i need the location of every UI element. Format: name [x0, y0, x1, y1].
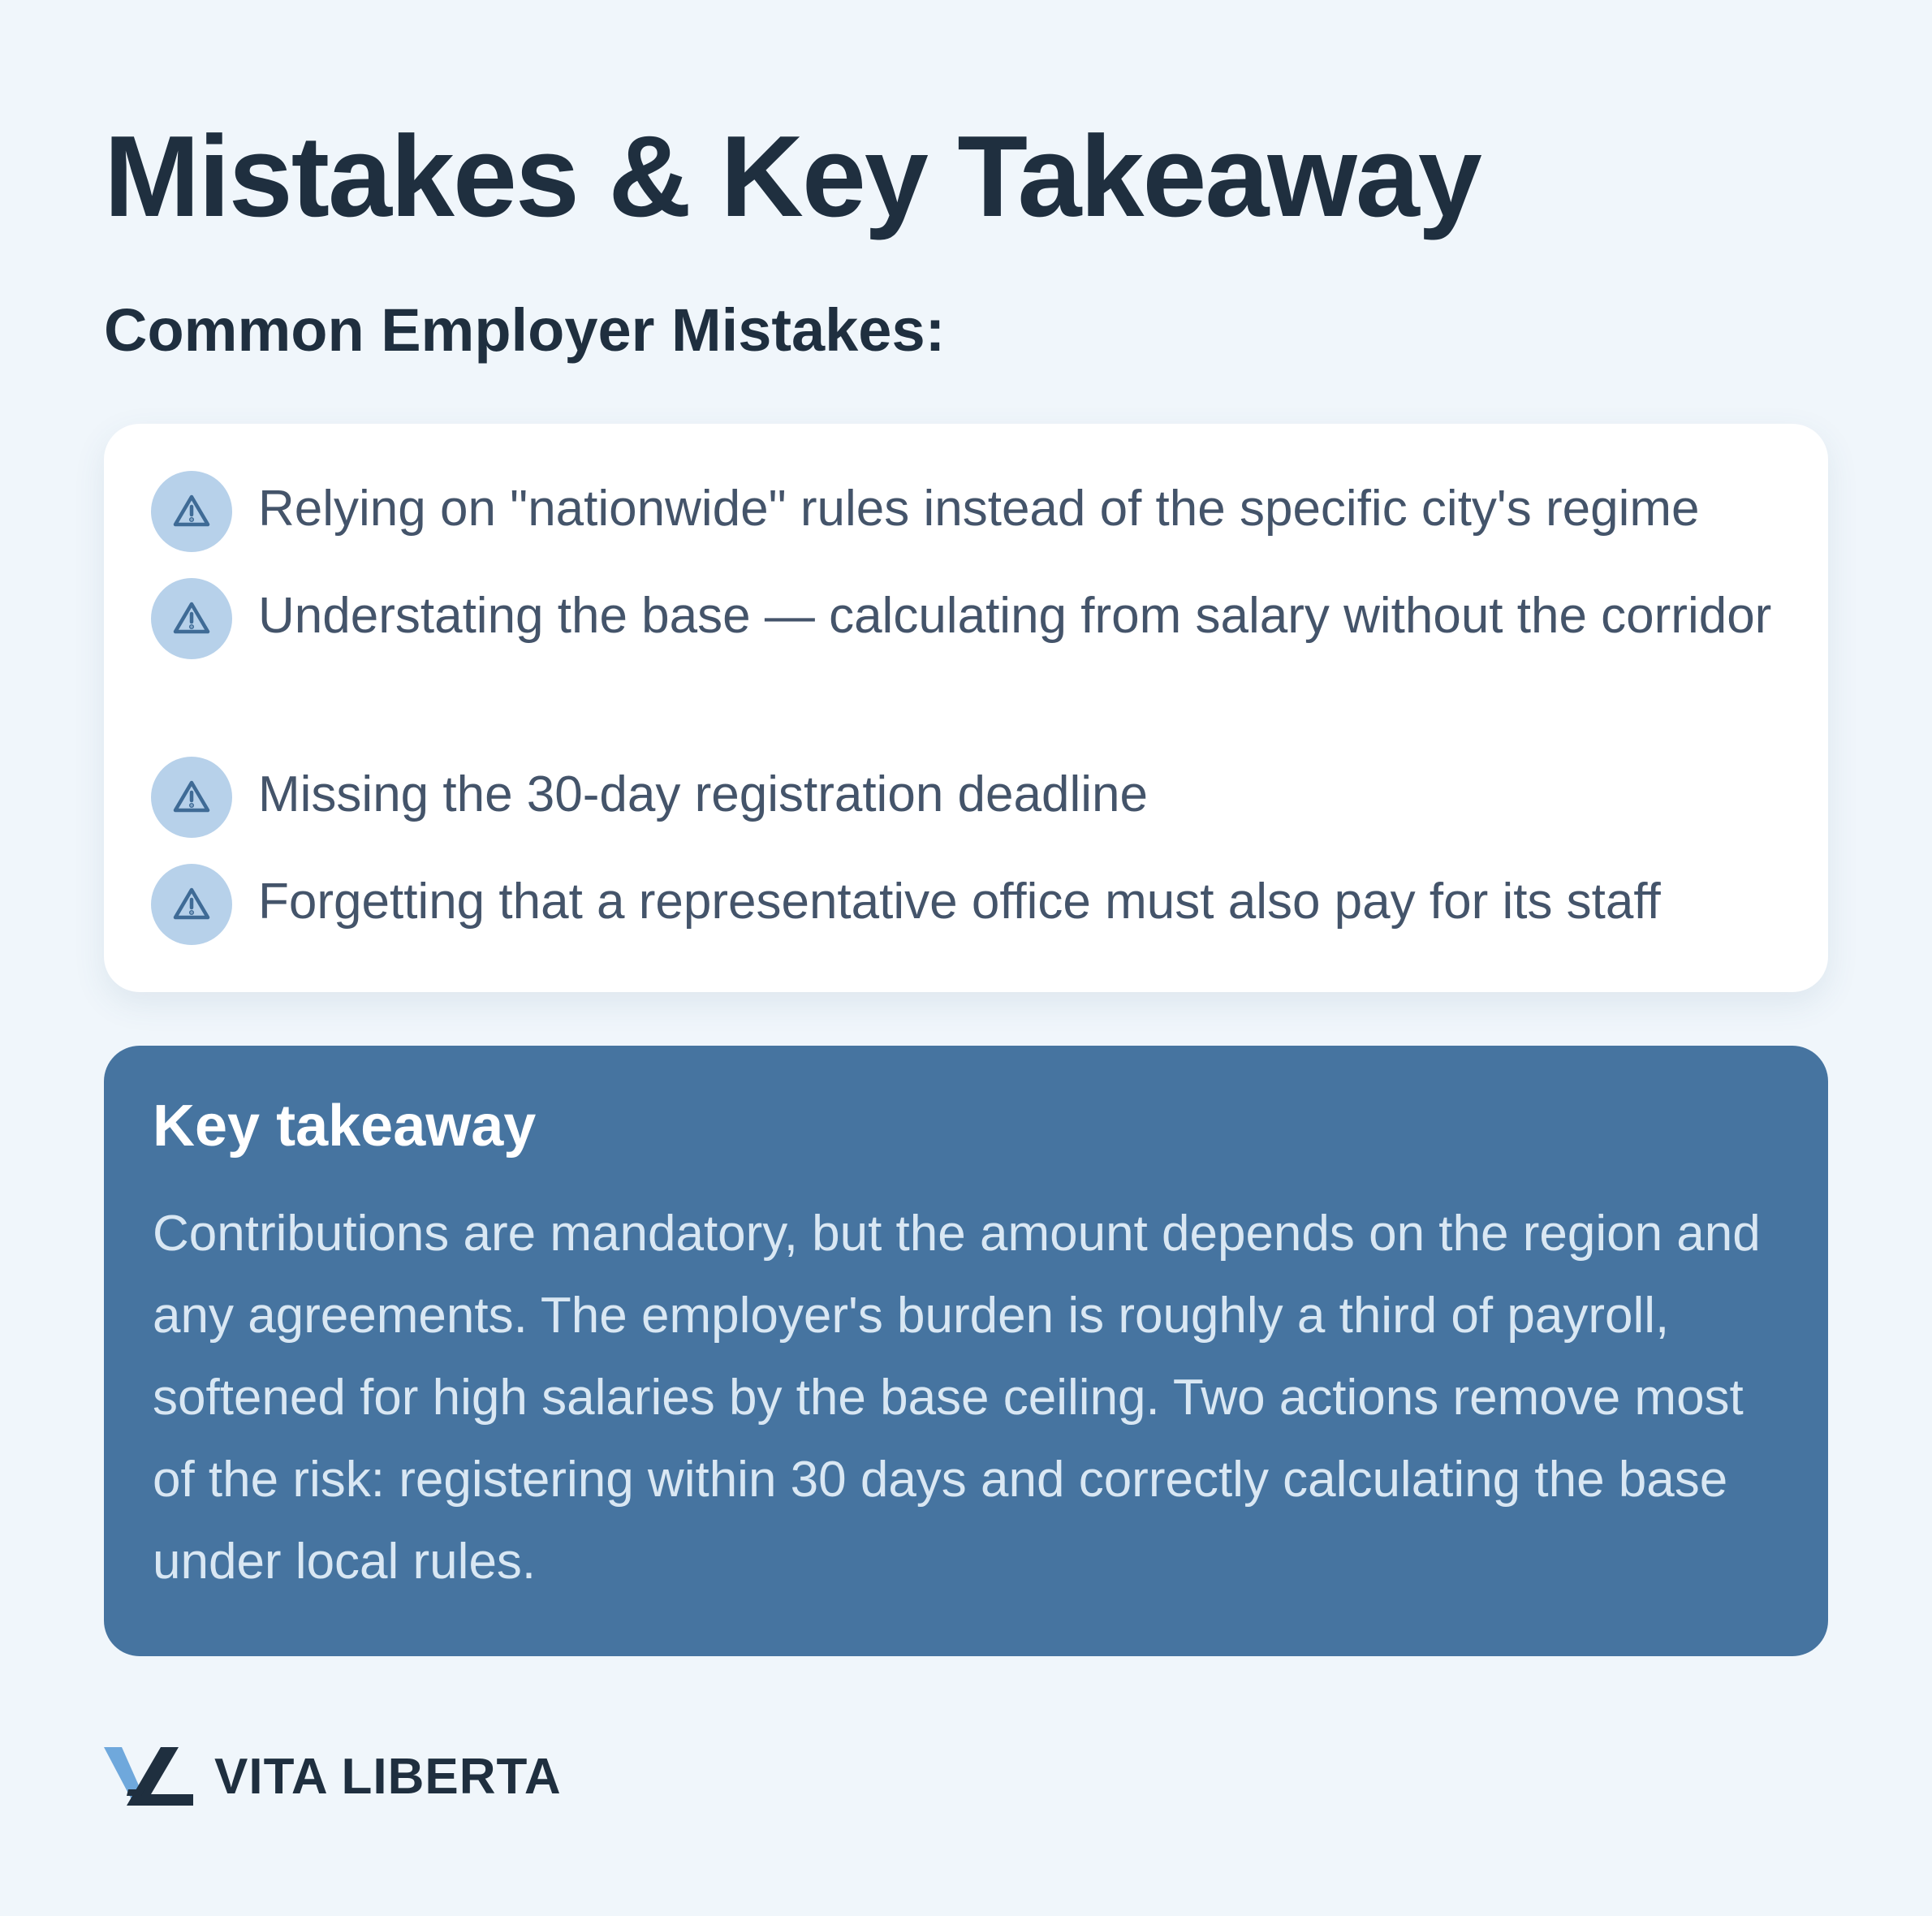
warning-triangle-icon	[151, 578, 232, 659]
warning-triangle-icon	[151, 471, 232, 552]
warning-triangle-icon	[151, 864, 232, 945]
page-title: Mistakes & Key Takeaway	[104, 112, 1481, 241]
mistake-text: Forgetting that a representative office must also pay for its staff	[258, 874, 1661, 930]
page	[104, 0, 1828, 1916]
takeaway-title: Key takeaway	[153, 1094, 537, 1159]
vl-monogram-logo-icon	[104, 1742, 193, 1810]
mistake-text: Understating the base — calculating from salary without the corridor	[258, 588, 1772, 644]
mistakes-card	[104, 424, 1828, 992]
mistake-text: Missing the 30-day registration deadline	[258, 766, 1148, 822]
brand	[104, 1742, 753, 1810]
brand-name: VITA LIBERTA	[214, 1749, 562, 1805]
takeaway-body: Contributions are mandatory, but the amount depends on the region and any agreements. The employer's burden is roughly a third of payroll, softened for high salaries by the base ceiling. Two actions remove most of the risk: registering within 30 days and correctly calculating the base under local rules.	[153, 1206, 1761, 1590]
mistake-text: Relying on "nationwide" rules instead of the specific city's regime	[258, 481, 1700, 537]
key-takeaway-card	[104, 1046, 1828, 1656]
warning-triangle-icon	[151, 757, 232, 838]
mistakes-heading: Common Employer Mistakes:	[104, 296, 946, 364]
